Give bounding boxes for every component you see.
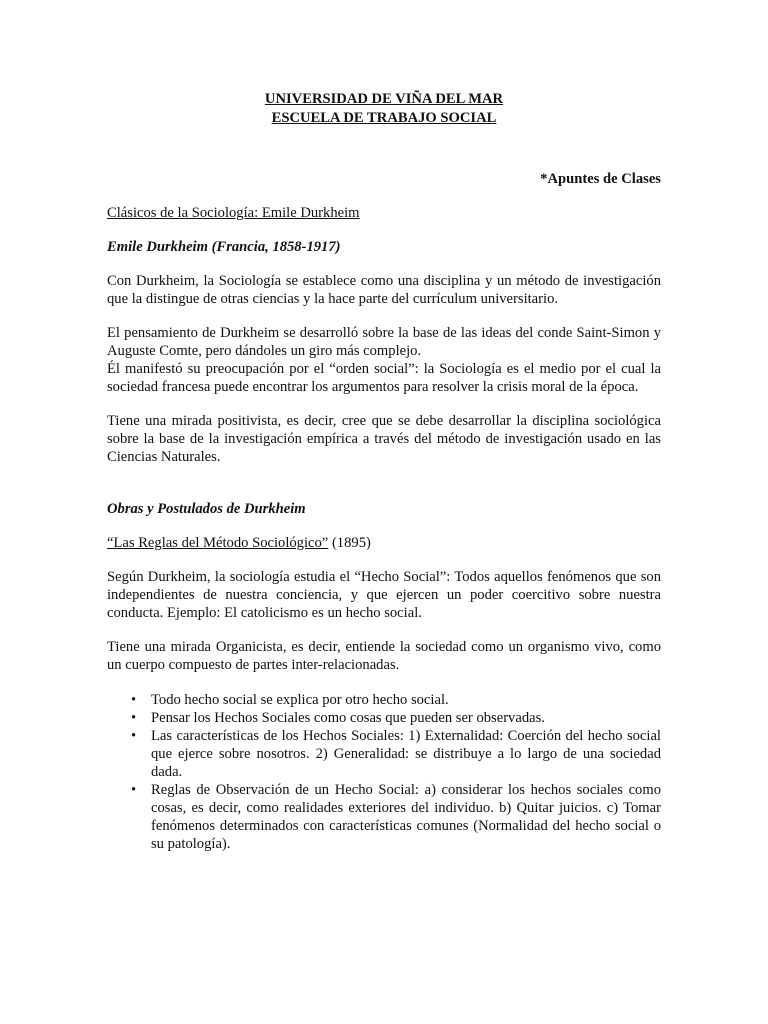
list-item-text: Las características de los Hechos Sociales: 1) Externalidad: Coerción del hecho social que ejerce sobre nosotros. 2) Generalidad: se distribuye a lo largo de una sociedad dada.: [151, 728, 661, 780]
list-item: [131, 781, 661, 853]
bullet-icon: •: [131, 782, 137, 798]
list-item: [131, 727, 661, 781]
influences-paragraph: El pensamiento de Durkheim se desarrolló sobre la base de las ideas del conde Saint-Simon y Auguste Comte, pero dándoles un giro más complejo.: [107, 325, 661, 359]
list-item: [131, 709, 661, 727]
book-reference: [107, 534, 661, 552]
works-heading: Obras y Postulados de Durkheim: [107, 501, 306, 517]
school-name: ESCUELA DE TRABAJO SOCIAL: [271, 110, 497, 126]
book-year: (1895): [328, 535, 371, 551]
book-title: “Las Reglas del Método Sociológico”: [107, 535, 329, 551]
document-page: [107, 90, 661, 853]
document-header: [107, 90, 661, 128]
list-item-text: Todo hecho social se explica por otro hecho social.: [151, 692, 449, 708]
class-notes-label: *Apuntes de Clases: [540, 171, 661, 187]
course-title: [107, 204, 661, 222]
course-title-text: Clásicos de la Sociología: Emile Durkheim: [107, 205, 360, 221]
postulates-list: [107, 691, 661, 853]
university-name: UNIVERSIDAD DE VIÑA DEL MAR: [264, 91, 504, 107]
bullet-icon: •: [131, 710, 137, 726]
organicist-paragraph: Tiene una mirada Organicista, es decir, entiende la sociedad como un organismo vivo, como un cuerpo compuesto de partes inter-relacionadas.: [107, 639, 661, 673]
bullet-icon: •: [131, 728, 137, 744]
social-fact-paragraph: Según Durkheim, la sociología estudia el “Hecho Social”: Todos aquellos fenómenos que son independientes de nuestra conciencia, y que ejercen un poder coercitivo sobre nuestra conducta. Ejemplo: El catolicismo es un hecho social.: [107, 569, 661, 621]
social-order-paragraph: Él manifestó su preocupación por el “orden social”: la Sociología es el medio por el cual la sociedad francesa puede encontrar los argumentos para resolver la crisis moral de la época.: [107, 361, 661, 395]
list-item-text: Reglas de Observación de un Hecho Social: a) considerar los hechos sociales como cosas, es decir, como realidades exteriores del individuo. b) Quitar juicios. c) Tomar fenómenos determinados con características comunes (Normalidad del hecho social o su patología).: [151, 782, 661, 852]
bullet-icon: •: [131, 692, 137, 708]
list-item-text: Pensar los Hechos Sociales como cosas que pueden ser observadas.: [151, 710, 545, 726]
intro-paragraph: Con Durkheim, la Sociología se establece como una disciplina y un método de investigación que la distingue de otras ciencias y la hace parte del currículum universitario.: [107, 273, 661, 307]
positivism-paragraph: Tiene una mirada positivista, es decir, cree que se debe desarrollar la disciplina sociológica sobre la base de la investigación empírica a través del método de investigación usado en las Ciencias Naturales.: [107, 413, 661, 465]
list-item: [131, 691, 661, 709]
author-heading: Emile Durkheim (Francia, 1858-1917): [107, 239, 341, 255]
